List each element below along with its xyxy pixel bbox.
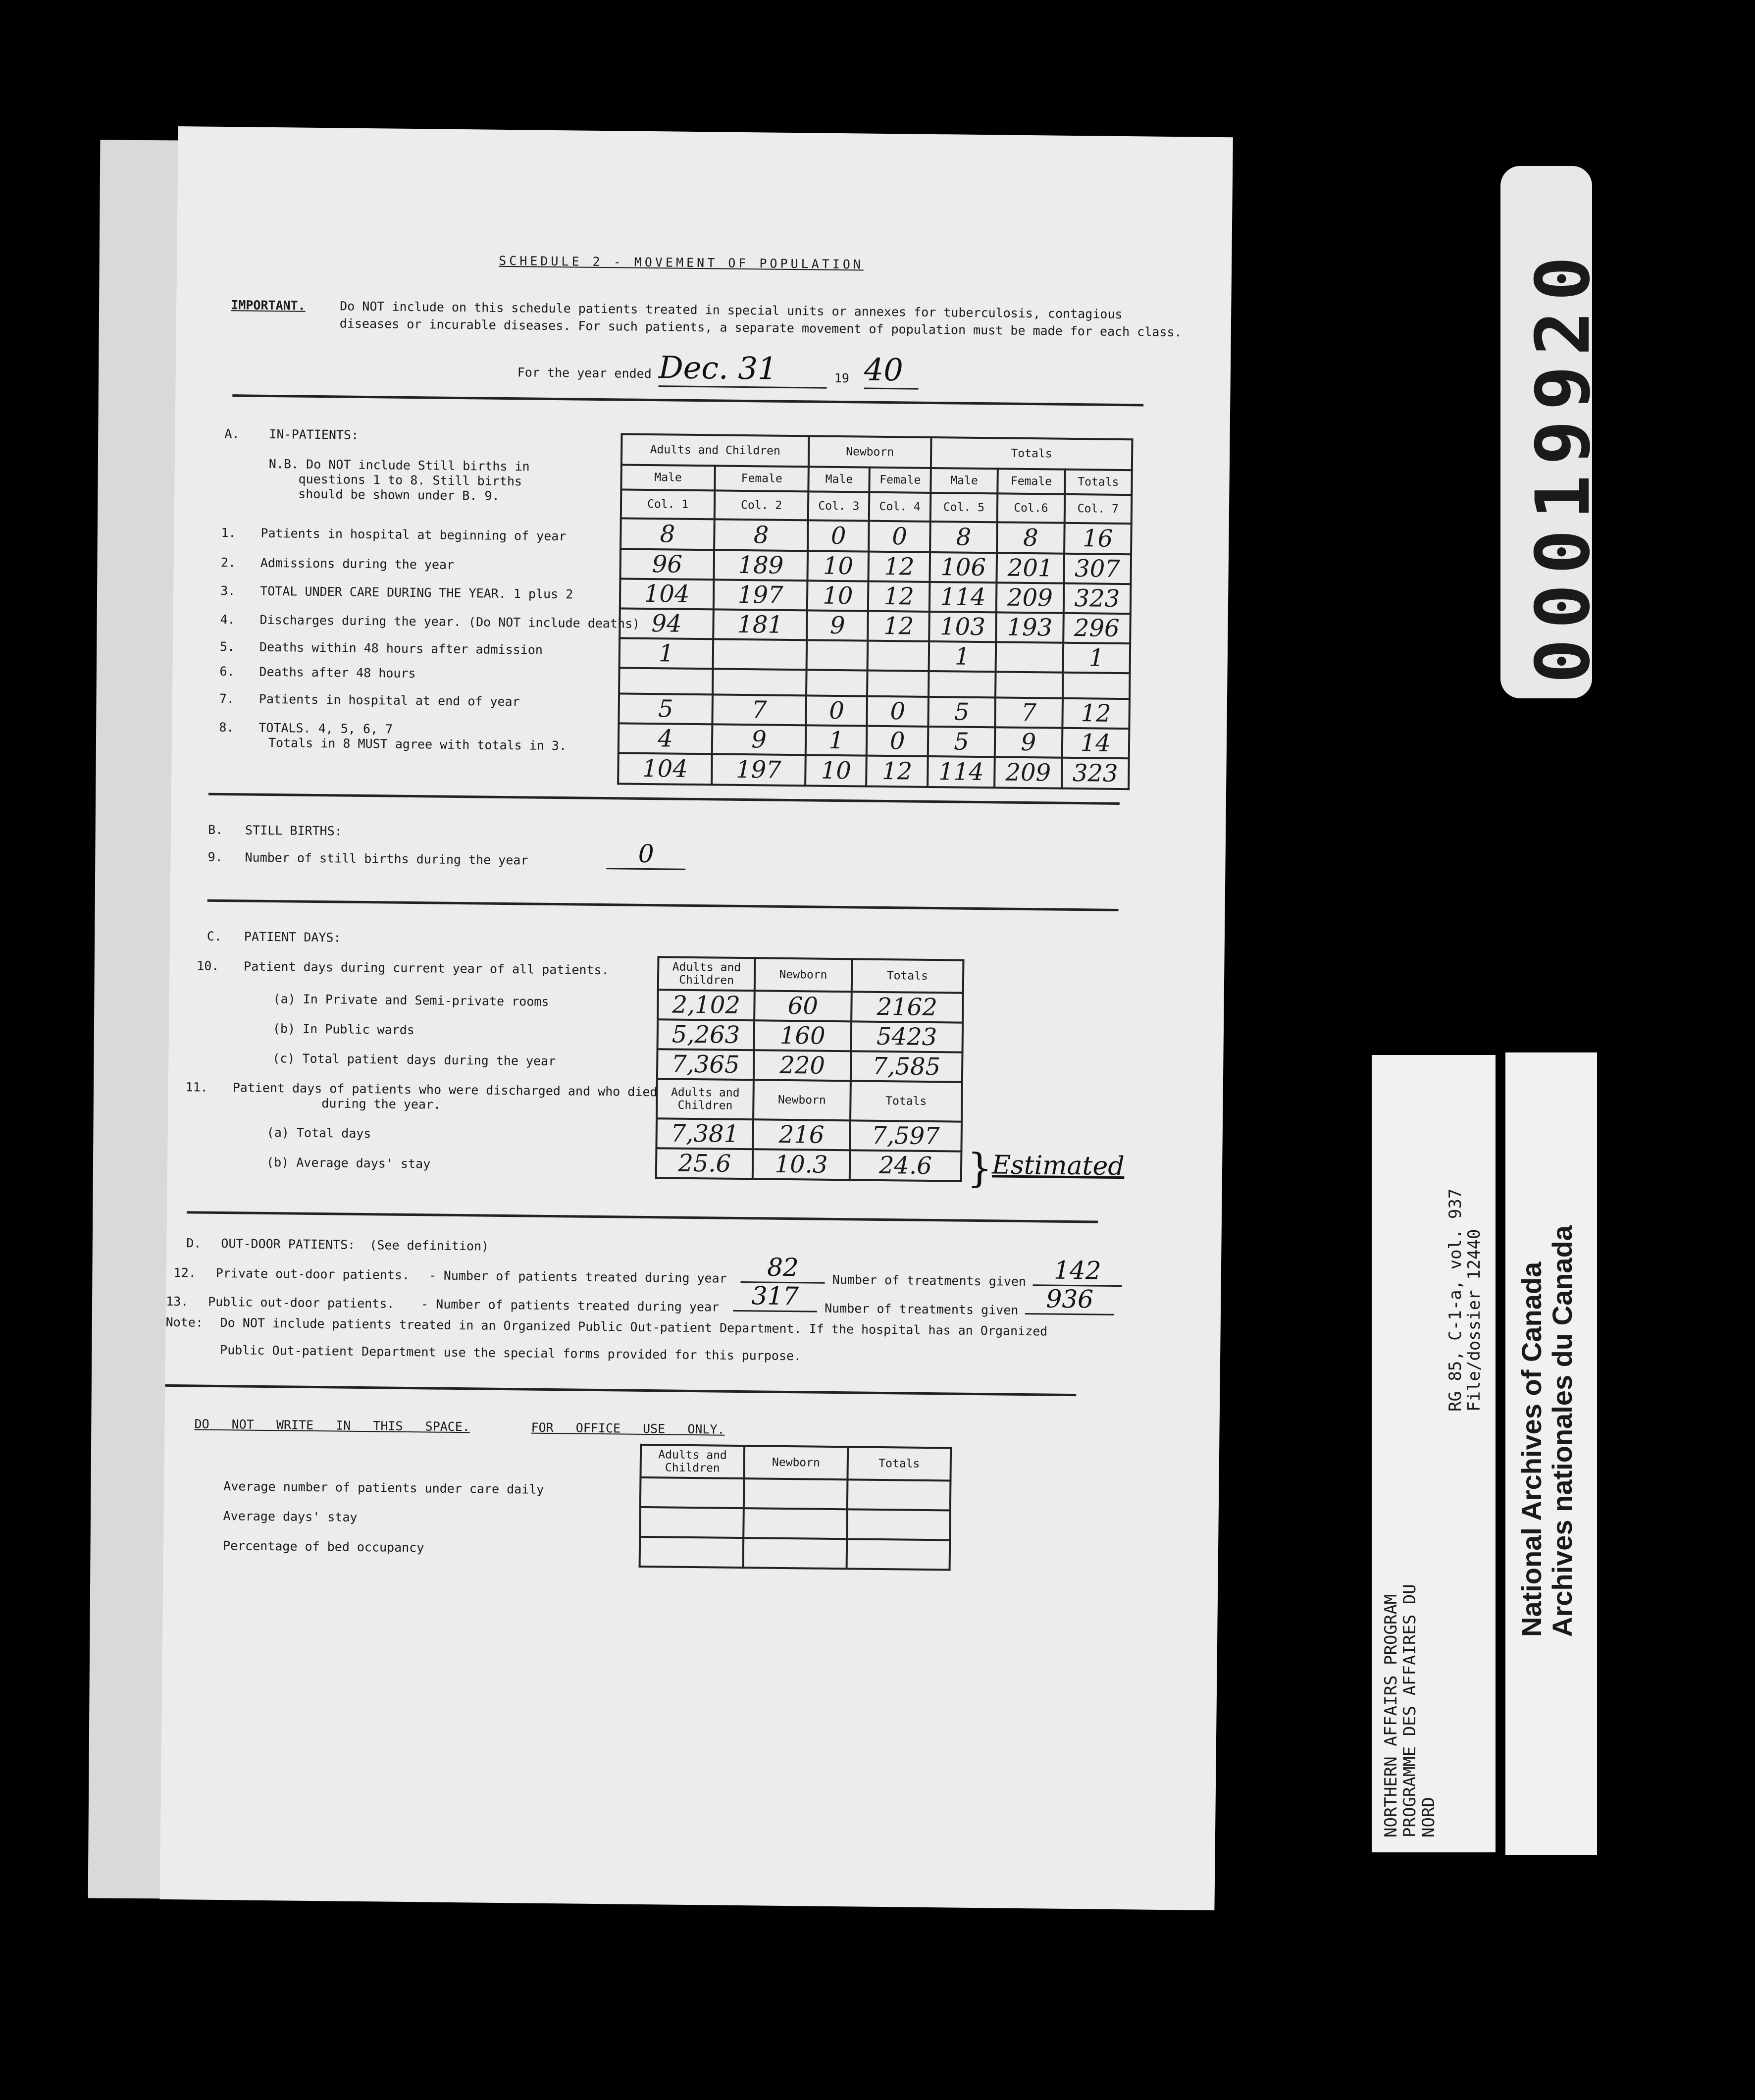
- office-row-label-2: Average days' stay: [223, 1509, 358, 1524]
- table-row: [620, 578, 1131, 614]
- table-cell: 307: [1064, 554, 1131, 584]
- table-cell: 10: [805, 755, 867, 786]
- table-cell: 8: [930, 522, 997, 553]
- table-cell: 60: [754, 991, 851, 1021]
- row-label-7: Patients in hospital at end of year: [258, 691, 520, 709]
- col-header: Newborn: [755, 958, 852, 992]
- table-cell: [743, 1538, 847, 1569]
- col-header: Col. 4: [869, 492, 930, 522]
- table-row: [640, 1477, 951, 1511]
- do-not-write-label: DO NOT WRITE IN THIS SPACE.: [194, 1417, 470, 1434]
- table-cell: [868, 641, 929, 671]
- table-cell: 10: [807, 580, 869, 611]
- table-row: [656, 1118, 962, 1151]
- important-text-2: diseases or incurable diseases. For such patients, a separate movement of population must be made for each class.: [339, 316, 1182, 340]
- q11b-label: (b) Average days' stay: [266, 1155, 431, 1171]
- office-row-label-3: Percentage of bed occupancy: [222, 1538, 424, 1555]
- table-cell: 197: [714, 579, 808, 610]
- table-cell: 5,263: [658, 1019, 755, 1050]
- table-cell: 12: [1062, 698, 1130, 729]
- table-cell: 114: [929, 582, 997, 612]
- section-a-label: A.: [224, 426, 240, 441]
- table-cell: [713, 639, 807, 670]
- table-cell: 0: [869, 521, 930, 552]
- table-cell: 7: [995, 697, 1063, 728]
- estimated-note: Estimated: [991, 1150, 1125, 1182]
- divider: [187, 1211, 1098, 1223]
- note-line-1: Do NOT include patients treated in an Organized Public Out-patient Department. If the hospital has an Organized: [220, 1315, 1048, 1339]
- q13-num: 13.: [166, 1294, 189, 1309]
- section-d-label: D.: [186, 1236, 202, 1251]
- section-d-title-note: (See definition): [369, 1238, 489, 1254]
- table-cell: [868, 671, 929, 697]
- col-header: Newborn: [753, 1080, 850, 1120]
- row-num-1: 1.: [221, 525, 236, 540]
- table-row: [619, 723, 1130, 758]
- reference-line-1: RG 85, C-1-a, vol. 937: [1445, 1188, 1465, 1412]
- table-cell: 1: [806, 725, 867, 755]
- patient-days-table: [655, 956, 965, 1182]
- col-header: Totals: [850, 1081, 962, 1121]
- table-cell: 4: [619, 723, 713, 754]
- table-cell: 323: [1063, 583, 1131, 614]
- table-cell: 8: [997, 522, 1064, 553]
- table-row: [620, 518, 1132, 554]
- table-row: [640, 1507, 950, 1540]
- q11-text-2: during the year.: [321, 1096, 441, 1112]
- table-row: [656, 1148, 962, 1181]
- sub-header: Male: [930, 468, 998, 493]
- q10-text: Patient days during current year of all patients.: [244, 959, 609, 978]
- table-cell: [640, 1537, 744, 1568]
- archive-name-en: National Archives of Canada: [1516, 1261, 1547, 1637]
- table-row: [619, 608, 1131, 643]
- office-use-label: FOR OFFICE USE ONLY.: [531, 1420, 725, 1437]
- table-cell: 25.6: [656, 1148, 753, 1179]
- section-a-title: IN-PATIENTS:: [269, 426, 359, 442]
- table-cell: [1063, 673, 1130, 699]
- q11-num: 11.: [185, 1080, 208, 1095]
- row-label-3: TOTAL UNDER CARE DURING THE YEAR. 1 plus 2: [260, 583, 573, 602]
- sub-header: Totals: [1065, 470, 1132, 495]
- q9-text: Number of still births during the year: [245, 850, 528, 868]
- table-cell: 1: [1063, 643, 1130, 673]
- table-cell: 197: [712, 754, 806, 786]
- table-cell: [744, 1508, 847, 1539]
- schedule-title: SCHEDULE 2 - MOVEMENT OF POPULATION: [499, 253, 864, 272]
- table-cell: 0: [808, 520, 869, 551]
- program-line-2: PROGRAMME DES AFFAIRES DU: [1400, 1584, 1420, 1838]
- nb-line-3: should be shown under B. 9.: [298, 486, 500, 503]
- q12-treated-label: - Number of patients treated during year: [428, 1268, 727, 1286]
- group-header-newborn: Newborn: [809, 436, 931, 468]
- table-cell: [996, 642, 1063, 672]
- q13-treated-label: - Number of patients treated during year: [420, 1297, 720, 1314]
- row-num-3: 3.: [220, 583, 236, 598]
- row-num-5: 5.: [219, 639, 235, 654]
- q12-treated-value: 82: [741, 1253, 826, 1284]
- row-label-2: Admissions during the year: [260, 555, 455, 572]
- row-label-8: TOTALS. 4, 5, 6, 7: [258, 720, 393, 736]
- table-cell: [847, 1479, 951, 1510]
- table-cell: [640, 1507, 744, 1538]
- year-century: 19: [834, 370, 850, 386]
- row-num-6: 6.: [219, 664, 235, 679]
- table-cell: 5423: [851, 1021, 963, 1052]
- table-cell: 24.6: [849, 1150, 961, 1181]
- section-c-title: PATIENT DAYS:: [244, 929, 341, 945]
- section-b-label: B.: [207, 822, 223, 838]
- q12-label: Private out-door patients.: [215, 1265, 410, 1283]
- table-cell: [619, 668, 713, 694]
- q12-num: 12.: [173, 1265, 197, 1280]
- q9-num: 9.: [207, 849, 223, 865]
- table-row: [618, 753, 1129, 789]
- table-cell: 9: [712, 724, 806, 755]
- table-cell: 9: [807, 610, 868, 640]
- table-cell: 12: [867, 756, 928, 787]
- col-header: Newborn: [744, 1446, 848, 1479]
- q10c-label: (c) Total patient days during the year: [272, 1051, 556, 1069]
- table-cell: [744, 1478, 847, 1509]
- group-header-adults: Adults and Children: [621, 434, 809, 467]
- group-header-totals: Totals: [931, 437, 1133, 470]
- col-header: Col. 1: [621, 489, 715, 519]
- table-cell: 94: [619, 608, 714, 639]
- col-header: Col. 7: [1064, 494, 1132, 524]
- q13-treatments-label: Number of treatments given: [824, 1301, 1019, 1317]
- table-cell: [807, 640, 868, 670]
- program-line-3: NORD: [1419, 1797, 1439, 1838]
- col-header: Col.6: [997, 493, 1065, 523]
- table-row: [620, 549, 1131, 584]
- table-cell: 114: [928, 756, 995, 788]
- table-cell: 296: [1063, 613, 1131, 643]
- table-cell: 216: [753, 1119, 850, 1150]
- table-cell: 160: [754, 1020, 851, 1051]
- table-cell: [995, 672, 1063, 698]
- q13-treated-value: 317: [733, 1281, 818, 1312]
- table-cell: 10.3: [753, 1149, 850, 1180]
- divider: [208, 793, 1120, 805]
- table-cell: 193: [996, 612, 1063, 642]
- q11a-label: (a) Total days: [266, 1125, 371, 1141]
- section-c-label: C.: [206, 929, 222, 944]
- reel-number: 00019920: [1520, 246, 1606, 683]
- q13-label: Public out-door patients.: [207, 1294, 395, 1311]
- table-cell: 209: [994, 757, 1062, 788]
- in-patients-table: [617, 433, 1133, 790]
- q12-treatments-value: 142: [1033, 1256, 1123, 1287]
- table-row: [658, 990, 963, 1022]
- table-cell: 10: [808, 551, 869, 581]
- table-cell: 0: [867, 696, 929, 727]
- sub-header: Male: [809, 467, 870, 492]
- row-label-6: Deaths after 48 hours: [259, 664, 416, 681]
- brace-icon: }: [967, 1145, 993, 1192]
- table-cell: [847, 1539, 950, 1570]
- col-header: Totals: [851, 959, 963, 993]
- divider: [232, 394, 1143, 406]
- table-cell: 8: [620, 518, 715, 550]
- table-cell: 209: [996, 582, 1064, 613]
- table-cell: 189: [714, 550, 808, 580]
- divider: [207, 899, 1119, 911]
- q12-treatments-label: Number of treatments given: [832, 1272, 1027, 1289]
- table-cell: 7,585: [850, 1051, 962, 1082]
- row-num-8: 8.: [219, 720, 234, 735]
- important-label: IMPORTANT.: [231, 298, 306, 313]
- table-cell: 0: [867, 726, 928, 756]
- row-num-7: 7.: [219, 691, 235, 706]
- section-b-title: STILL BIRTHS:: [245, 823, 342, 839]
- sub-header: Male: [621, 465, 715, 490]
- table-cell: [847, 1509, 950, 1540]
- table-cell: 1: [929, 641, 996, 672]
- table-cell: 12: [868, 581, 929, 612]
- archive-name-fr: Archives nationales du Canada: [1547, 1225, 1578, 1637]
- nb-line-1: N.B. Do NOT include Still births in: [268, 456, 530, 474]
- note-line-2: Public Out-patient Department use the special forms provided for this purpose.: [219, 1343, 802, 1364]
- office-use-table: [639, 1444, 952, 1571]
- table-cell: 323: [1062, 758, 1129, 789]
- q11-text-1: Patient days of patients who were discharged and who died: [232, 1080, 658, 1100]
- table-cell: 96: [620, 549, 714, 579]
- table-cell: 5: [928, 727, 995, 757]
- section-d-title: OUT-DOOR PATIENTS:: [221, 1236, 356, 1252]
- table-cell: 14: [1062, 728, 1129, 758]
- table-row: [657, 1049, 963, 1082]
- table-cell: 9: [995, 727, 1062, 757]
- table-row: [619, 638, 1131, 673]
- table-cell: [806, 670, 868, 696]
- row-label-1: Patients in hospital at beginning of year: [260, 525, 567, 544]
- table-cell: 8: [714, 519, 808, 551]
- table-cell: 2,102: [658, 990, 755, 1020]
- year-prefix: For the year ended: [517, 365, 652, 381]
- col-header: Col. 5: [930, 493, 998, 522]
- table-cell: 12: [869, 552, 930, 582]
- row-num-2: 2.: [220, 555, 236, 570]
- table-row: [640, 1537, 950, 1570]
- row-label-totals-note: Totals in 8 MUST agree with totals in 3.: [268, 735, 567, 753]
- table-cell: 104: [618, 753, 712, 785]
- table-cell: [929, 671, 996, 697]
- table-cell: 12: [868, 611, 929, 641]
- table-cell: [713, 669, 807, 695]
- col-header: Adults and Children: [658, 957, 755, 991]
- table-cell: 201: [997, 553, 1064, 583]
- table-row: [658, 1019, 963, 1052]
- table-cell: [640, 1477, 744, 1508]
- table-cell: 7,365: [657, 1049, 754, 1080]
- table-cell: 0: [806, 695, 868, 726]
- sub-header: Female: [870, 468, 931, 493]
- table-cell: 5: [619, 693, 713, 724]
- row-label-4: Discharges during the year. (Do NOT include deaths): [259, 612, 640, 631]
- table-cell: 16: [1064, 523, 1132, 554]
- important-text-1: Do NOT include on this schedule patients treated in special units or annexes for tuberculosis, contagious: [340, 299, 1123, 321]
- table-cell: 1: [619, 638, 714, 669]
- table-cell: 220: [754, 1050, 851, 1081]
- program-line-1: NORTHERN AFFAIRS PROGRAM: [1381, 1594, 1401, 1838]
- table-cell: 2162: [851, 992, 963, 1022]
- row-num-4: 4.: [220, 612, 235, 627]
- reel-number-tab: [1500, 166, 1606, 698]
- q10b-label: (b) In Public wards: [272, 1021, 415, 1038]
- reference-line-2: File/dossier 12440: [1464, 1229, 1484, 1412]
- table-cell: 7,597: [850, 1120, 962, 1151]
- year-date: Dec. 31: [659, 349, 827, 389]
- table-cell: 103: [929, 612, 996, 642]
- table-cell: 104: [620, 578, 714, 609]
- table-cell: 106: [929, 552, 997, 582]
- q13-treatments-value: 936: [1025, 1284, 1115, 1315]
- row-label-5: Deaths within 48 hours after admission: [259, 639, 543, 657]
- archive-program-label: [1372, 1055, 1496, 1852]
- table-row: [619, 693, 1130, 729]
- table-cell: 7,381: [656, 1118, 753, 1149]
- sub-header: Female: [715, 466, 809, 491]
- col-header: Col. 2: [715, 490, 809, 520]
- national-archives-label: [1505, 1052, 1597, 1855]
- table-cell: 5: [928, 697, 995, 727]
- col-header: Adults and Children: [640, 1445, 744, 1478]
- col-header: Totals: [847, 1447, 951, 1480]
- table-cell: 7: [712, 694, 806, 725]
- nb-line-2: questions 1 to 8. Still births: [298, 472, 522, 489]
- year-suffix: 40: [864, 352, 919, 390]
- q10a-label: (a) In Private and Semi-private rooms: [273, 992, 549, 1009]
- office-row-label-1: Average number of patients under care daily: [223, 1479, 544, 1497]
- col-header: Col. 3: [808, 491, 870, 521]
- sub-header: Female: [998, 469, 1065, 494]
- still-births-value: 0: [606, 839, 686, 870]
- document-page: [160, 126, 1233, 1910]
- q10-num: 10.: [197, 958, 219, 973]
- note-label: Note:: [165, 1314, 204, 1330]
- col-header: Adults and Children: [657, 1079, 754, 1119]
- table-cell: 181: [713, 609, 807, 640]
- divider: [165, 1384, 1076, 1396]
